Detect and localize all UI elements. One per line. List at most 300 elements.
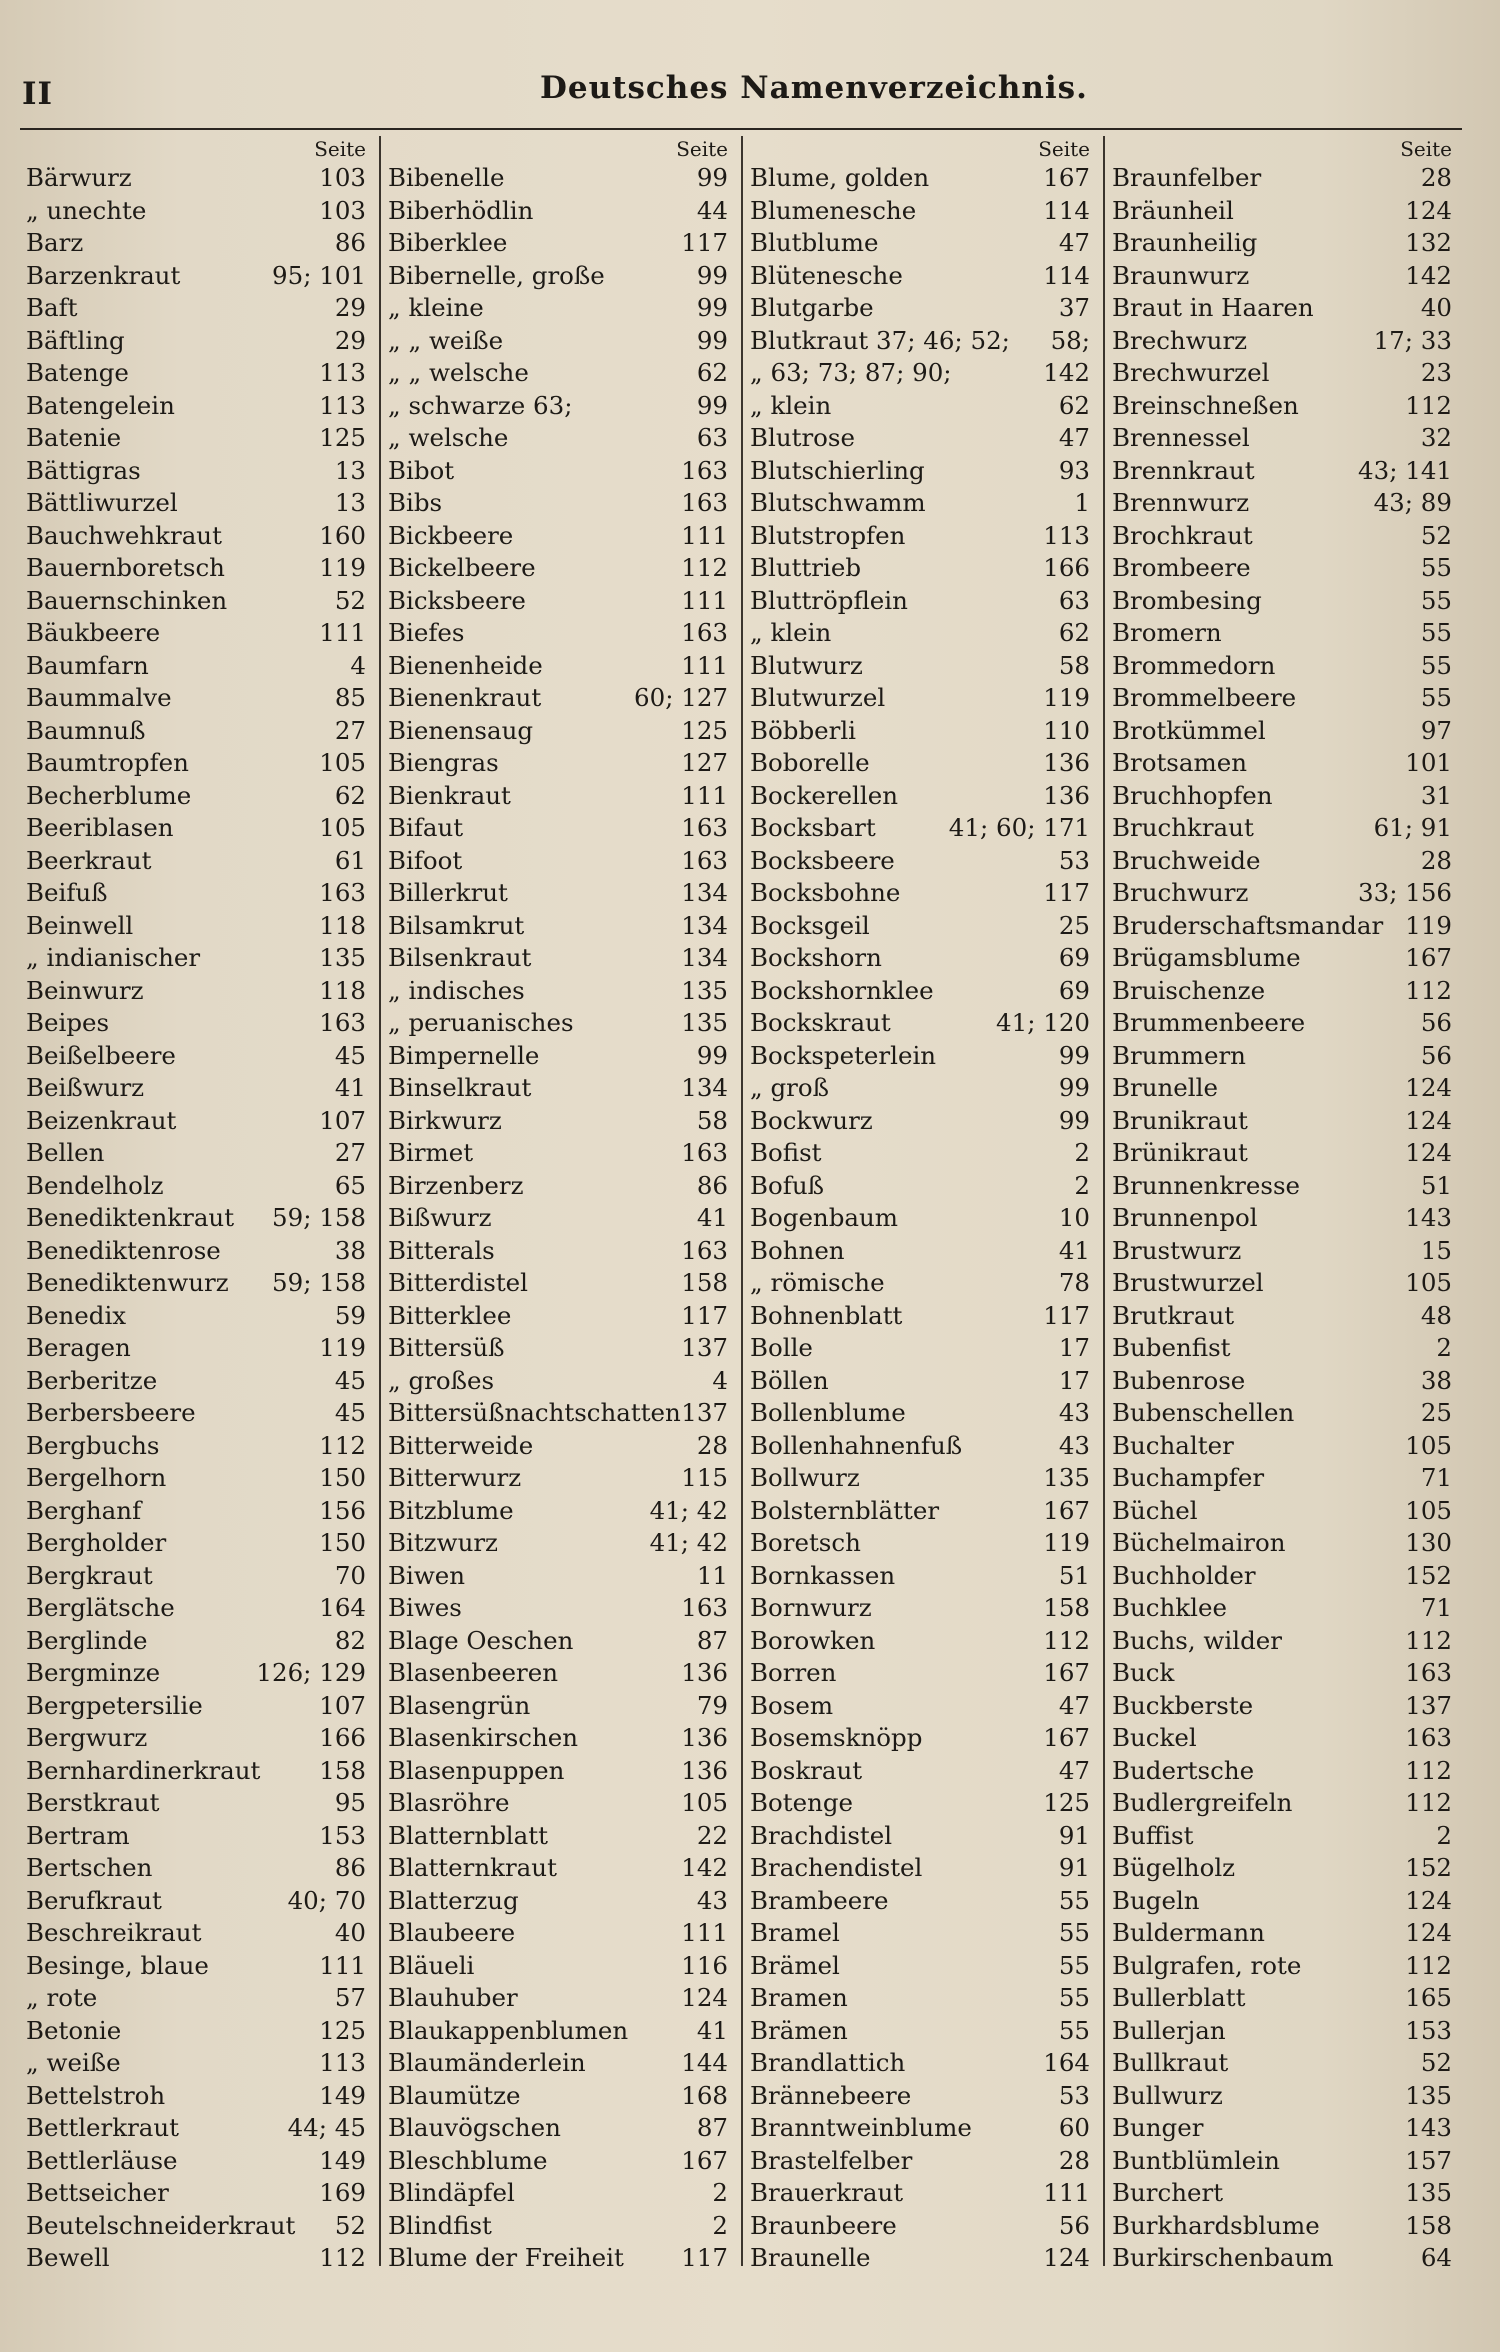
index-entry <box>388 195 730 228</box>
entry-pages: 59; 158 <box>272 1203 366 1232</box>
entry-term: Braunwurz <box>1112 260 1250 290</box>
column-rule <box>379 136 381 2266</box>
index-entry <box>26 1625 368 1658</box>
entry-term: Buffist <box>1112 1820 1194 1850</box>
index-entry <box>1112 1885 1454 1918</box>
seite-label: Seite <box>1400 137 1452 161</box>
entry-term: Bubenschellen <box>1112 1398 1295 1427</box>
index-entry <box>388 2015 730 2048</box>
entry-term: Bogenbaum <box>750 1203 899 1232</box>
entry-term: Bimpernelle <box>388 1040 540 1070</box>
entry-term: Bienenkraut <box>388 683 542 712</box>
index-entry <box>388 1137 730 1170</box>
entry-term: Biberhödlin <box>388 195 534 225</box>
index-column-2 <box>388 136 730 2272</box>
entry-term: Blume, golden <box>750 163 930 192</box>
index-entry <box>750 2177 1092 2210</box>
index-entry <box>750 585 1092 618</box>
index-entry <box>388 1787 730 1820</box>
index-entry <box>1112 1852 1454 1885</box>
entry-pages: 61 <box>334 845 366 875</box>
entry-pages: 167 <box>1043 163 1090 192</box>
entry-pages: 111 <box>681 585 728 615</box>
entry-term: Budertsche <box>1112 1755 1255 1785</box>
entry-pages: 27 <box>334 1138 366 1167</box>
entry-term: Birkwurz <box>388 1105 502 1135</box>
index-entry <box>1112 780 1454 813</box>
entry-pages: 99 <box>696 293 728 322</box>
entry-term: Brechwurzel <box>1112 358 1270 387</box>
index-entry <box>26 812 368 845</box>
index-entry <box>750 2080 1092 2113</box>
entry-pages: 163 <box>319 1008 366 1037</box>
entry-term: Blutstropfen <box>750 520 906 550</box>
index-entry <box>750 1690 1092 1723</box>
entry-term: Binselkraut <box>388 1073 532 1102</box>
entry-term: Brügamsblume <box>1112 943 1301 972</box>
entry-pages: 45 <box>334 1365 366 1395</box>
index-entry <box>388 1820 730 1853</box>
entry-term: Baumfarn <box>26 650 149 680</box>
index-entry <box>388 1917 730 1950</box>
entry-pages: 152 <box>1405 1853 1452 1882</box>
entry-term: Bruchkraut <box>1112 813 1254 842</box>
entry-term: Beizenkraut <box>26 1105 177 1135</box>
entry-term: Blutkraut 37; 46; 52; <box>750 325 1010 355</box>
index-entry <box>750 1982 1092 2015</box>
index-entry <box>26 162 368 195</box>
index-entry <box>750 617 1092 650</box>
entry-pages: 103 <box>319 195 366 225</box>
entry-term: Beinwurz <box>26 975 144 1005</box>
entry-pages: 117 <box>1043 1300 1090 1330</box>
index-entry <box>1112 1592 1454 1625</box>
entry-term: Blutwurz <box>750 650 863 680</box>
index-entry <box>388 1170 730 1203</box>
entry-term: Brustwurzel <box>1112 1268 1264 1297</box>
entry-pages: 99 <box>696 325 728 355</box>
index-entry <box>388 1495 730 1528</box>
index-entry <box>26 975 368 1008</box>
entry-pages: 87 <box>696 2113 728 2142</box>
entry-pages: 86 <box>334 228 366 257</box>
entry-pages: 43; 89 <box>1373 488 1452 517</box>
index-entry <box>750 422 1092 455</box>
entry-term: Bettelstroh <box>26 2080 166 2110</box>
entry-pages: 156 <box>319 1495 366 1525</box>
entry-term: Beschreikraut <box>26 1918 202 1947</box>
entry-term: Bilsenkraut <box>388 943 532 972</box>
index-entry <box>750 812 1092 845</box>
index-entry <box>750 942 1092 975</box>
index-entry <box>388 715 730 748</box>
entry-pages: 51 <box>1058 1560 1090 1590</box>
index-entry <box>750 1267 1092 1300</box>
index-entry <box>388 2242 730 2275</box>
entry-term: Bergholder <box>26 1528 167 1557</box>
entry-term: Birzenberz <box>388 1170 524 1200</box>
entry-pages: 1 <box>1074 488 1090 517</box>
entry-pages: 28 <box>1058 2145 1090 2175</box>
index-entry <box>388 1397 730 1430</box>
entry-pages: 137 <box>681 1398 728 1427</box>
index-entry <box>750 1592 1092 1625</box>
entry-pages: 158 <box>1405 2210 1452 2240</box>
index-columns <box>26 136 1466 2272</box>
entry-pages: 99 <box>1058 1073 1090 1102</box>
entry-pages: 11 <box>696 1560 728 1590</box>
entry-pages: 33; 156 <box>1358 878 1452 907</box>
entry-term: Berstkraut <box>26 1788 160 1817</box>
entry-pages: 119 <box>1405 910 1452 940</box>
index-entry <box>1112 1917 1454 1950</box>
entry-term: Bolle <box>750 1333 813 1362</box>
index-entry <box>388 357 730 390</box>
index-entry <box>26 2015 368 2048</box>
entry-term: Berbersbeere <box>26 1398 196 1427</box>
entry-term: Bockerellen <box>750 780 898 810</box>
index-entry <box>26 585 368 618</box>
index-entry <box>26 487 368 520</box>
entry-pages: 125 <box>1043 1788 1090 1817</box>
entry-term: Brennwurz <box>1112 488 1250 517</box>
entry-pages: 127 <box>681 748 728 777</box>
index-entry <box>388 325 730 358</box>
entry-pages: 157 <box>1405 2145 1452 2175</box>
index-entry <box>26 650 368 683</box>
entry-term: Blasenkirschen <box>388 1723 579 1752</box>
entry-term: Bofuß <box>750 1170 824 1200</box>
index-entry <box>26 520 368 553</box>
entry-pages: 124 <box>1405 1073 1452 1102</box>
index-entry <box>26 1690 368 1723</box>
entry-term: Blindäpfel <box>388 2178 515 2207</box>
entry-term: Bolsternblätter <box>750 1495 940 1525</box>
entry-term: Bullerblatt <box>1112 1983 1246 2012</box>
entry-term: Bornwurz <box>750 1593 872 1622</box>
index-entry <box>1112 682 1454 715</box>
index-entry <box>750 1007 1092 1040</box>
entry-term: Baft <box>26 293 78 322</box>
entry-term: Benediktenkraut <box>26 1203 235 1232</box>
entry-term: Bitterweide <box>388 1430 534 1460</box>
entry-pages: 107 <box>319 1690 366 1720</box>
index-entry <box>1112 325 1454 358</box>
entry-pages: 112 <box>1405 1755 1452 1785</box>
index-entry <box>1112 1527 1454 1560</box>
entry-pages: 2 <box>712 2178 728 2207</box>
index-entry <box>388 2112 730 2145</box>
entry-term: Bockskraut <box>750 1008 891 1037</box>
entry-term: „ weiße <box>26 2048 121 2077</box>
index-entry <box>26 455 368 488</box>
entry-term: Bergbuchs <box>26 1430 160 1460</box>
entry-pages: 112 <box>1405 1788 1452 1817</box>
entry-term: „ groß <box>750 1073 829 1102</box>
index-entry <box>1112 1267 1454 1300</box>
entry-pages: 41 <box>1058 1235 1090 1265</box>
entry-pages: 160 <box>319 520 366 550</box>
index-entry <box>26 325 368 358</box>
entry-term: Bitzblume <box>388 1495 514 1525</box>
index-entry <box>388 1592 730 1625</box>
index-entry <box>26 1430 368 1463</box>
entry-pages: 41; 42 <box>649 1528 728 1557</box>
entry-term: Boskraut <box>750 1755 863 1785</box>
entry-pages: 31 <box>1420 780 1452 810</box>
index-entry <box>388 2080 730 2113</box>
entry-term: Blume der Freiheit <box>388 2243 624 2272</box>
entry-pages: 38 <box>1420 1365 1452 1395</box>
entry-pages: 59; 158 <box>272 1268 366 1297</box>
index-entry <box>1112 910 1454 943</box>
running-title: Deutsches Namenverzeichnis. <box>540 70 1088 106</box>
entry-term: Braunheilig <box>1112 228 1258 257</box>
entry-term: Bromern <box>1112 618 1222 647</box>
entry-term: Bettseicher <box>26 2178 169 2207</box>
entry-term: Blasengrün <box>388 1690 531 1720</box>
entry-pages: 28 <box>696 1430 728 1460</box>
index-entry <box>26 1820 368 1853</box>
index-entry <box>750 292 1092 325</box>
entry-pages: 112 <box>1043 1625 1090 1655</box>
entry-pages: 114 <box>1043 260 1090 290</box>
index-entry <box>1112 1235 1454 1268</box>
entry-term: Birmet <box>388 1138 474 1167</box>
entry-term: Branntweinblume <box>750 2113 972 2142</box>
index-entry <box>388 1852 730 1885</box>
entry-term: Brutkraut <box>1112 1300 1235 1330</box>
entry-pages: 55 <box>1420 553 1452 582</box>
index-entry <box>750 1365 1092 1398</box>
entry-pages: 166 <box>319 1723 366 1752</box>
entry-pages: 13 <box>334 455 366 485</box>
entry-term: „ „ weiße <box>388 325 504 355</box>
index-entry <box>750 1397 1092 1430</box>
entry-term: Bocksbart <box>750 813 876 842</box>
index-entry <box>750 747 1092 780</box>
entry-term: Berglätsche <box>26 1593 175 1622</box>
index-entry <box>750 2210 1092 2243</box>
entry-pages: 112 <box>1405 1625 1452 1655</box>
index-entry <box>388 975 730 1008</box>
entry-term: Blaumütze <box>388 2080 521 2110</box>
entry-term: Brustwurz <box>1112 1235 1242 1265</box>
index-entry <box>26 845 368 878</box>
index-entry <box>750 1917 1092 1950</box>
index-entry <box>750 1625 1092 1658</box>
entry-pages: 4 <box>350 650 366 680</box>
index-entry <box>1112 715 1454 748</box>
index-entry <box>26 2242 368 2275</box>
index-entry <box>26 552 368 585</box>
index-entry <box>1112 1040 1454 1073</box>
entry-pages: 4 <box>712 1365 728 1395</box>
index-entry <box>750 1462 1092 1495</box>
entry-pages: 163 <box>681 1235 728 1265</box>
index-entry <box>388 650 730 683</box>
index-entry <box>1112 195 1454 228</box>
index-entry <box>388 1462 730 1495</box>
entry-term: Bertschen <box>26 1853 153 1882</box>
entry-pages: 124 <box>1405 1138 1452 1167</box>
entry-term: Bugeln <box>1112 1885 1200 1915</box>
entry-pages: 101 <box>1405 748 1452 777</box>
entry-term: Barz <box>26 228 84 257</box>
entry-term: Blauhuber <box>388 1983 518 2012</box>
entry-term: Biefes <box>388 618 465 647</box>
entry-pages: 114 <box>1043 195 1090 225</box>
entry-term: Bollenblume <box>750 1398 906 1427</box>
index-entry <box>1112 390 1454 423</box>
entry-pages: 144 <box>681 2048 728 2077</box>
entry-pages: 163 <box>681 488 728 517</box>
entry-pages: 105 <box>1405 1495 1452 1525</box>
index-entry <box>750 1170 1092 1203</box>
entry-term: „ indianischer <box>26 943 201 972</box>
entry-term: „ indisches <box>388 975 525 1005</box>
entry-pages: 143 <box>1405 1203 1452 1232</box>
entry-term: Brochkraut <box>1112 520 1253 550</box>
entry-term: Berufkraut <box>26 1885 162 1915</box>
entry-pages: 65 <box>334 1170 366 1200</box>
index-entry <box>1112 747 1454 780</box>
index-entry <box>388 682 730 715</box>
entry-pages: 111 <box>681 650 728 680</box>
index-entry <box>26 1982 368 2015</box>
entry-pages: 45 <box>334 1040 366 1070</box>
index-entry <box>750 1560 1092 1593</box>
entry-pages: 2 <box>1074 1170 1090 1200</box>
index-entry <box>388 1267 730 1300</box>
entry-term: Bergpetersilie <box>26 1690 203 1720</box>
entry-pages: 15 <box>1420 1235 1452 1265</box>
entry-term: Baumtropfen <box>26 748 189 777</box>
entry-pages: 17 <box>1058 1333 1090 1362</box>
entry-pages: 52 <box>334 585 366 615</box>
entry-pages: 71 <box>1420 1593 1452 1622</box>
entry-pages: 53 <box>1058 845 1090 875</box>
entry-term: Beragen <box>26 1333 131 1362</box>
index-entry <box>750 390 1092 423</box>
index-entry <box>1112 1755 1454 1788</box>
entry-term: Brunnenkresse <box>1112 1170 1301 1200</box>
entry-term: Brennessel <box>1112 423 1250 452</box>
entry-pages: 60 <box>1058 2113 1090 2142</box>
entry-pages: 135 <box>681 1008 728 1037</box>
entry-pages: 167 <box>1405 943 1452 972</box>
entry-term: Blaubeere <box>388 1918 516 1947</box>
entry-term: Bärwurz <box>26 163 132 192</box>
entry-term: Becherblume <box>26 780 192 810</box>
entry-pages: 118 <box>319 910 366 940</box>
entry-term: Bernhardinerkraut <box>26 1755 261 1785</box>
entry-term: Breinschneßen <box>1112 390 1299 420</box>
entry-pages: 29 <box>334 325 366 355</box>
entry-term: Bockspeterlein <box>750 1040 937 1070</box>
entry-pages: 25 <box>1058 910 1090 940</box>
index-entry <box>26 1527 368 1560</box>
entry-term: Bauchwehkraut <box>26 520 222 550</box>
index-entry <box>750 260 1092 293</box>
index-entry <box>1112 1690 1454 1723</box>
entry-pages: 48 <box>1420 1300 1452 1330</box>
index-entry <box>26 1885 368 1918</box>
index-entry <box>26 1105 368 1138</box>
index-entry <box>388 747 730 780</box>
entry-term: „ rote <box>26 1983 98 2012</box>
entry-pages: 153 <box>319 1820 366 1850</box>
index-entry <box>26 1852 368 1885</box>
index-entry <box>26 942 368 975</box>
index-entry <box>750 1137 1092 1170</box>
entry-term: Bulgrafen, rote <box>1112 1950 1302 1980</box>
entry-term: „ kleine <box>388 293 484 322</box>
entry-term: Baummalve <box>26 683 172 712</box>
entry-pages: 112 <box>681 553 728 582</box>
entry-term: Bofist <box>750 1138 822 1167</box>
index-entry <box>750 357 1092 390</box>
entry-pages: 134 <box>681 943 728 972</box>
entry-term: Brämen <box>750 2015 848 2045</box>
entry-pages: 111 <box>681 520 728 550</box>
entry-term: Bicksbeere <box>388 585 526 615</box>
index-entry <box>26 357 368 390</box>
index-entry <box>26 1202 368 1235</box>
index-entry <box>1112 2145 1454 2178</box>
entry-pages: 40 <box>334 1918 366 1947</box>
entry-pages: 58 <box>1058 650 1090 680</box>
entry-pages: 2 <box>1074 1138 1090 1167</box>
index-entry <box>750 650 1092 683</box>
entry-term: Bienkraut <box>388 780 511 810</box>
index-column-1 <box>26 136 368 2272</box>
entry-term: Bocksgeil <box>750 910 870 940</box>
entry-term: Buck <box>1112 1658 1175 1687</box>
entry-term: „ schwarze 63; <box>388 390 573 420</box>
column-rule <box>1103 136 1105 2266</box>
entry-term: Bettlerkraut <box>26 2113 180 2142</box>
entry-pages: 134 <box>681 910 728 940</box>
entry-term: Brommelbeere <box>1112 683 1297 712</box>
entry-pages: 10 <box>1058 1203 1090 1232</box>
index-entry <box>750 1105 1092 1138</box>
entry-term: „ klein <box>750 390 832 420</box>
entry-pages: 105 <box>319 813 366 842</box>
index-entry <box>388 1235 730 1268</box>
index-entry <box>388 1527 730 1560</box>
index-entry <box>388 845 730 878</box>
entry-pages: 125 <box>319 423 366 452</box>
entry-term: Buchampfer <box>1112 1463 1265 1492</box>
index-entry <box>26 1592 368 1625</box>
entry-term: Bruderschaftsmandar <box>1112 910 1384 940</box>
index-entry <box>26 1040 368 1073</box>
entry-pages: 169 <box>319 2178 366 2207</box>
entry-term: Blage Oeschen <box>388 1625 574 1655</box>
entry-pages: 135 <box>1405 2178 1452 2207</box>
index-entry <box>388 1007 730 1040</box>
entry-term: Bauernboretsch <box>26 553 225 582</box>
entry-pages: 40; 70 <box>287 1885 366 1915</box>
entry-term: Böbberli <box>750 715 857 745</box>
index-entry <box>388 780 730 813</box>
index-entry <box>26 227 368 260</box>
index-entry <box>1112 487 1454 520</box>
entry-pages: 55 <box>1058 1950 1090 1980</box>
index-entry <box>26 1365 368 1398</box>
entry-term: Blutgarbe <box>750 293 874 322</box>
